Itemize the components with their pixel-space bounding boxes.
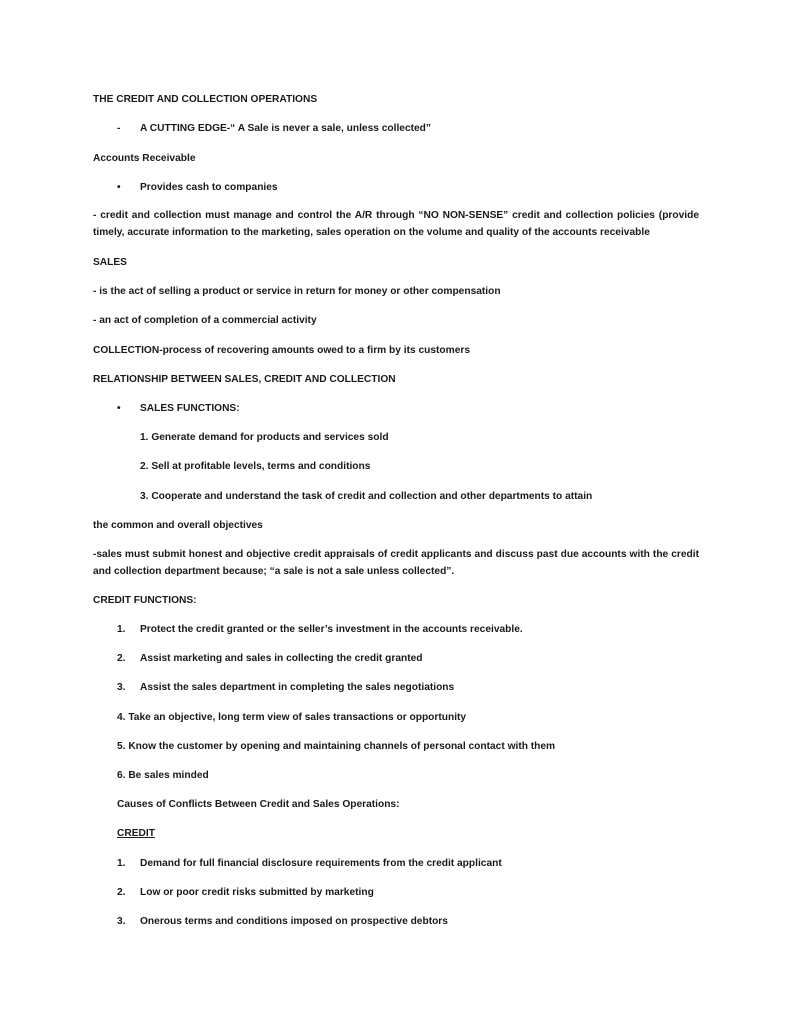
list-number: 1.: [117, 624, 126, 635]
credit-function-item: Assist marketing and sales in collecting the credit granted: [140, 653, 423, 664]
list-number: 2.: [117, 653, 126, 664]
sales-function-item: 3. Cooperate and understand the task of credit and collection and other departments to attain: [140, 491, 593, 502]
sales-functions-label: SALES FUNCTIONS:: [140, 403, 240, 414]
sales-functions-continuation: the common and overall objectives: [93, 520, 263, 531]
credit-functions-heading: CREDIT FUNCTIONS:: [93, 595, 197, 606]
credit-function-item: Protect the credit granted or the seller’s investment in the accounts receivable.: [140, 624, 523, 635]
dash-marker: -: [117, 123, 121, 134]
sales-definition-2: - an act of completion of a commercial activity: [93, 315, 317, 326]
conflicts-heading: Causes of Conflicts Between Credit and Sales Operations:: [117, 799, 400, 810]
bullet-icon: •: [117, 182, 121, 193]
conflict-item: Onerous terms and conditions imposed on prospective debtors: [140, 916, 448, 927]
list-number: 3.: [117, 682, 126, 693]
credit-function-item: 5. Know the customer by opening and maintaining channels of personal contact with them: [117, 741, 556, 752]
sales-definition-1: - is the act of selling a product or service in return for money or other compensation: [93, 286, 501, 297]
ar-paragraph: - credit and collection must manage and control the A/R through “NO NON-SENSE” credit and collection policies (provide timely, accurate information to the marketing, sales operation on the volume and quality of the accounts receivable: [93, 210, 699, 238]
credit-subheading: CREDIT: [117, 828, 155, 839]
credit-function-item: 6. Be sales minded: [117, 770, 209, 781]
sales-paragraph: -sales must submit honest and objective credit appraisals of credit applicants and discuss past due accounts with the credit and collection department because; “a sale is not a sale unless collected”.: [93, 549, 699, 577]
list-number: 3.: [117, 916, 126, 927]
credit-function-item: Assist the sales department in completing the sales negotiations: [140, 682, 455, 693]
collection-definition: COLLECTION-process of recovering amounts owed to a firm by its customers: [93, 345, 471, 356]
document-title: THE CREDIT AND COLLECTION OPERATIONS: [93, 94, 318, 105]
sales-heading: SALES: [93, 257, 127, 268]
credit-function-item: 4. Take an objective, long term view of sales transactions or opportunity: [117, 712, 467, 723]
cutting-edge-line: A CUTTING EDGE-“ A Sale is never a sale, unless collected”: [140, 123, 432, 134]
list-number: 2.: [117, 887, 126, 898]
sales-function-item: 2. Sell at profitable levels, terms and conditions: [140, 461, 371, 472]
bullet-icon: •: [117, 403, 121, 414]
conflict-item: Low or poor credit risks submitted by marketing: [140, 887, 374, 898]
sales-function-item: 1. Generate demand for products and services sold: [140, 432, 389, 443]
list-number: 1.: [117, 858, 126, 869]
conflict-item: Demand for full financial disclosure requirements from the credit applicant: [140, 858, 502, 869]
accounts-receivable-heading: Accounts Receivable: [93, 153, 196, 164]
relationship-heading: RELATIONSHIP BETWEEN SALES, CREDIT AND COLLECTION: [93, 374, 396, 385]
ar-bullet-text: Provides cash to companies: [140, 182, 278, 193]
